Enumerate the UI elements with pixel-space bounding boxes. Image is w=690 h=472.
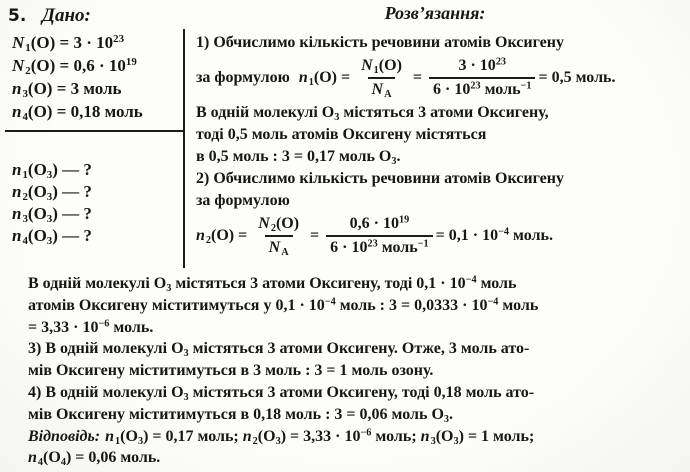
answer-line: $n_4(O_4) = 0,06$ моль. [28, 449, 161, 469]
formula-result: = 0,5 моль. [538, 69, 616, 86]
step2-heading: 2) Обчислимо кількість речовини атомів Оксигену [196, 170, 564, 187]
step1-formula [196, 55, 688, 101]
given-value: $N_2(O) = 0,6 \cdot 10^{19}$ [12, 56, 137, 78]
step2-formula-prefix: за формулою [196, 192, 290, 209]
solution-steps-block [196, 32, 688, 260]
given-block [12, 31, 180, 247]
step1-text: в 0,5 моль : 3 = 0,17 моль $O_3$. [196, 148, 401, 167]
step4-line: 4) В одній молекулі $O_3$ містяться 3 атоми Оксигену, тоді 0,18 моль ато- [28, 383, 535, 403]
fraction-numeric [429, 57, 535, 99]
continuation-line: В одній молекулі $O_3$ містяться 3 атоми Оксигену, тоді $0,1 \cdot 10^{-4}$ моль [28, 274, 517, 294]
step2-formula [196, 213, 688, 259]
step1-text: тоді 0,5 моль атомів Оксигену містяться [196, 126, 487, 143]
fraction-denominator: $6 \cdot 10^{23}$ моль$^{-1}$ [429, 77, 535, 99]
fraction-numerator: $N_2(O)$ [258, 215, 300, 234]
solution-label: Розв’язання: [384, 3, 486, 23]
formula-lhs: $n_1(O)$ = [298, 69, 351, 88]
equals-sign: = [412, 69, 423, 86]
answer-line: Відповідь: $n_1(O_3) = 0,17$ моль; $n_2(O_3) = 3,33 \cdot 10^{-6}$ моль; $n_3(O_3) = 1$ моль; [28, 426, 535, 447]
solution-continuation-block [28, 273, 683, 469]
continuation-line: атомів Оксигену міститимуться у $0,1 \cdot 10^{-4}$ моль : $3 = 0,0333 \cdot 10^{-4}$ моль [28, 296, 539, 314]
fraction-numeric [326, 215, 432, 257]
formula-prefix: за формулою [196, 69, 290, 86]
fraction-numerator: $3 \cdot 10^{23}$ [458, 56, 507, 74]
step3-line: мів Оксигену міститимуться в 3 моль : 3 = 1 моль озону. [28, 362, 434, 380]
given-value: $n_3(O) = 3$ моль [12, 79, 122, 101]
given-value: $n_4(O) = 0,18$ моль [12, 102, 143, 124]
given-value: $N_1(O) = 3 \cdot 10^{23}$ [12, 33, 124, 55]
equals-sign: = [310, 227, 320, 244]
given-label: Дано: [42, 5, 91, 26]
unknown-quantity: $n_3(O_3)$ — ? [12, 204, 92, 226]
fraction-symbolic [254, 215, 303, 257]
step1-text: В одній молекулі $O_3$ містяться 3 атоми Оксигену, [196, 104, 549, 123]
problem-number: 5. [8, 6, 27, 26]
fraction-numerator: $0,6 \cdot 10^{19}$ [349, 214, 410, 232]
fraction-numerator: $N_1(O)$ [361, 57, 402, 76]
unknown-quantity: $n_4(O_3)$ — ? [12, 226, 92, 248]
formula-lhs: $n_2(O)$ = [196, 227, 248, 246]
fraction-denominator: $N_A$ [265, 235, 293, 257]
fraction-denominator: $6 \cdot 10^{23}$ моль$^{-1}$ [326, 235, 432, 257]
step3-line: 3) В одній молекулі $O_3$ містяться 3 атоми Оксигену. Отже, 3 моль ато- [28, 340, 530, 360]
given-separator-line [5, 130, 183, 132]
formula-result: = $0,1 \cdot 10^{-4}$ моль. [435, 226, 553, 244]
unknown-quantity: $n_1(O_3)$ — ? [12, 160, 92, 182]
step4-line: мів Оксигену міститимуться в 0,18 моль : 3 = 0,06 моль $O_3$. [28, 405, 454, 425]
continuation-line: = $3,33 \cdot 10^{-6}$ моль. [28, 317, 154, 336]
fraction-denominator: $N_A$ [368, 77, 396, 99]
unknown-quantity: $n_2(O_3)$ — ? [12, 182, 92, 204]
step1-heading: 1) Обчислимо кількість речовини атомів Оксигену [196, 34, 564, 51]
unknowns-block [12, 159, 180, 247]
column-divider-line [183, 29, 185, 268]
fraction-symbolic [357, 57, 406, 99]
